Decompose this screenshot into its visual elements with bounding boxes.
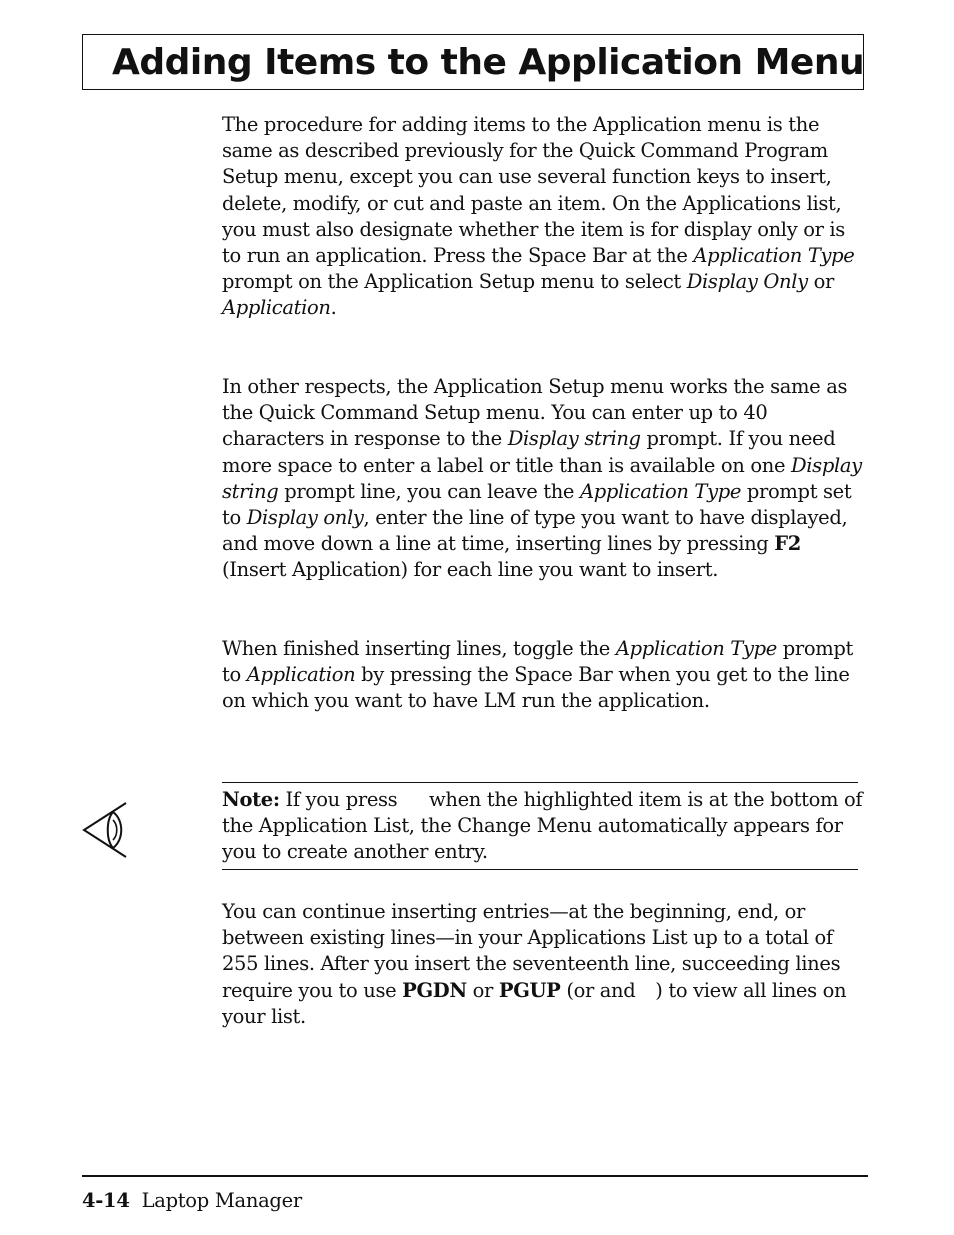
- page-title: Adding Items to the Application Menu: [112, 42, 865, 83]
- term-display-only: Display only: [246, 506, 364, 530]
- text-run: prompt on the Application Setup menu to select: [222, 270, 687, 294]
- page-number: 4-14: [82, 1189, 130, 1212]
- term-display-string: Display string: [507, 427, 641, 451]
- note-bottom-rule: [222, 869, 858, 870]
- term-application-type: Application Type: [615, 637, 777, 660]
- text-run: when the highlighted item is at the bottom of the Application List, the Change Menu automatically appears for you to create another entry.: [222, 788, 863, 864]
- term-application-type: Application Type: [693, 244, 855, 268]
- text-run: When finished inserting lines, toggle the: [222, 637, 616, 660]
- term-application: Application: [246, 663, 356, 687]
- note-top-rule: [222, 782, 858, 783]
- text-run: You can continue inserting entries—at the beginning, end, or between existing lines—in your Applications List up to a total of 255 lines. After you insert the seventeenth line, succeeding lines require you to use: [222, 900, 841, 1002]
- paragraph-other-respects: [222, 374, 868, 584]
- term-application-type: Application Type: [579, 479, 742, 503]
- term-display-string: Display string: [222, 453, 862, 503]
- note-callout: [222, 787, 868, 866]
- text-run: .: [330, 296, 337, 320]
- eye-icon: [80, 800, 132, 860]
- text-run: or: [466, 978, 499, 1002]
- paragraph-finished-inserting: [222, 636, 868, 715]
- text-run: In other respects, the Application Setup menu works the same as the Quick Command Setup menu. You can enter up to 40 characters in response to the: [222, 375, 848, 451]
- key-f2: F2: [774, 532, 801, 556]
- text-run: prompt. If you need more space to enter a label or title than is available on one: [222, 427, 836, 477]
- paragraph-application-menu-procedure: [222, 112, 868, 322]
- title-box: [82, 34, 864, 90]
- text-run: (or and: [560, 978, 642, 1002]
- term-application: Application: [222, 296, 331, 320]
- text-run: ) to view all lines on your list.: [222, 978, 847, 1028]
- text-run: (Insert Application) for each line you want to insert.: [222, 558, 719, 582]
- text-run: prompt line, you can leave the: [278, 479, 580, 503]
- key-pgdn: PGDN: [402, 978, 467, 1002]
- note-label: Note:: [222, 788, 280, 811]
- page-footer: [82, 1188, 302, 1214]
- book-title: Laptop Manager: [141, 1189, 302, 1212]
- text-run: by pressing the Space Bar when you get to the line on which you want to have LM run the application.: [222, 663, 850, 713]
- paragraph-continue-inserting: [222, 899, 868, 1030]
- text-run: If you press: [279, 788, 404, 811]
- text-run: The procedure for adding items to the Application menu is the same as described previously for the Quick Command Program Setup menu, except you can use several function keys to insert, delete, modify, or cut and paste an item. On the Applications list, you must also designate whether the item is for display only or is to run an application. Press the Space Bar at the: [222, 113, 845, 268]
- text-run: or: [807, 270, 835, 294]
- footer-rule: [82, 1175, 868, 1177]
- text-run: , enter the line of type you want to have displayed, and move down a line at time, inserting lines by pressing: [222, 506, 848, 556]
- term-display-only: Display Only: [686, 270, 808, 294]
- text-run: prompt to: [222, 637, 854, 687]
- key-pgup: PGUP: [498, 978, 561, 1002]
- text-run: prompt set to: [222, 479, 852, 530]
